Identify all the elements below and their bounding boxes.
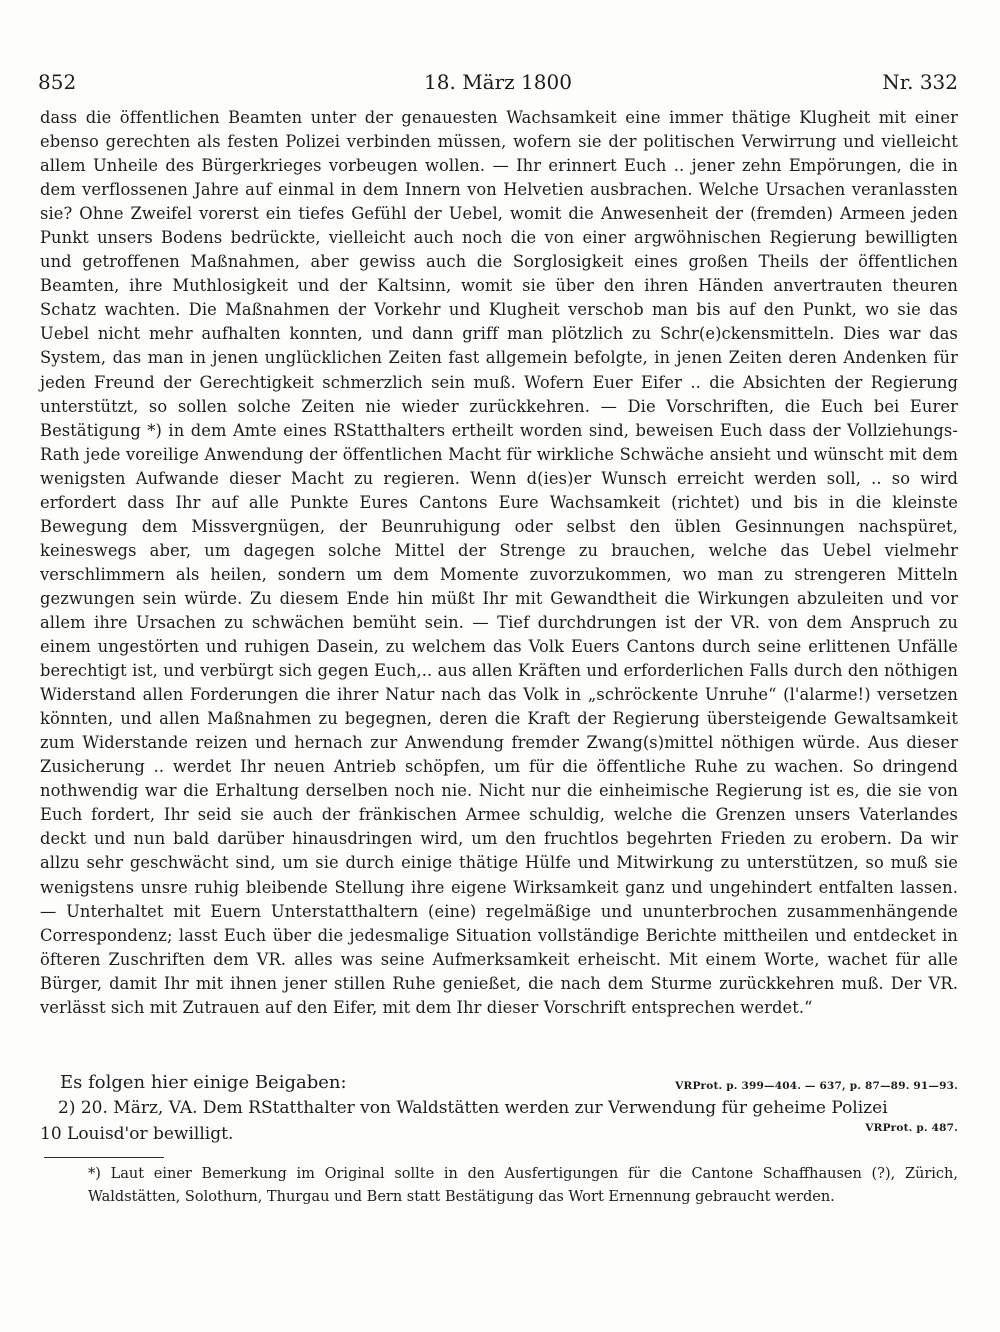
header-date: 18. März 1800 [424, 70, 572, 94]
entry-2-line-1: 2) 20. März, VA. Dem RStatthalter von Waldstätten werden zur Verwendung für geheime Polizei [58, 1098, 888, 1118]
footnote-text: *) Laut einer Bemerkung im Original sollte in den Ausfertigungen für die Cantone Schaffhausen (?), Zürich, Waldstätten, Solothurn, Thurgau und Bern statt Bestätigung das Wort Ernennung gebraucht werden. [88, 1166, 958, 1205]
footnote [40, 1163, 958, 1209]
follows-heading: Es folgen hier einige Beigaben: [60, 1072, 347, 1093]
entry-2-line-2: 10 Louisd'or bewilligt. [40, 1124, 234, 1144]
entry-2 [40, 1095, 958, 1147]
page-header [38, 70, 958, 100]
protocol-reference: VRProt. p. 399—404. — 637, p. 87—89. 91—93. [675, 1080, 958, 1092]
document-number: Nr. 332 [882, 70, 958, 94]
page-number: 852 [38, 70, 77, 94]
protocol-reference-2: VRProt. p. 487. [865, 1122, 958, 1134]
main-text-block [40, 106, 958, 1020]
footnote-divider [44, 1157, 164, 1158]
main-paragraph: dass die öffentlichen Beamten unter der genauesten Wachsamkeit eine immer thätige Klugheit mit einer ebenso gerechten als festen Polizei verbinden müssen, wofern sie der politischen Verwirrung und vielleicht allem Unheile des Bürgerkrieges vorbeugen wollen. — Ihr erinnert Euch .. jener zehn Empörungen, die in dem verflossenen Jahre auf einmal in dem Innern von Helvetien ausbrachen. Welche Ursachen veranlassten sie? Ohne Zweifel vorerst ein tiefes Gefühl der Uebel, womit die Anwesenheit der (fremden) Armeen jeden Punkt unsers Bodens bedrückte, vielleicht auch noch die von einer argwöhnischen Regierung bewilligten und getroffenen Maßnahmen, aber gewiss auch die Sorglosigkeit eines großen Theils der öffentlichen Beamten, ihre Muthlosigkeit und der Kaltsinn, womit sie über den ihren Händen anvertrauten theuren Schatz wachten. Die Maßnahmen der Vorkehr und Klugheit verschob man bis auf den Punkt, wo sie das Uebel nicht mehr aufhalten konnten, und dann griff man plötzlich zu Schr(e)ckensmitteln. Dies war das System, das man in jenen unglücklichen Zeiten fast allgemein befolgte, in jenen Zeiten deren Andenken für jeden Freund der Gerechtigkeit schmerzlich sein muß. Wofern Euer Eifer .. die Absichten der Regierung unterstützt, so sollen solche Zeiten nie wieder zurückkehren. — Die Vorschriften, die Euch bei Eurer Bestätigung *) in dem Amte eines RStatthalters ertheilt worden sind, beweisen Euch dass der Vollziehungs-Rath jede voreilige Anwendung der öffentlichen Macht für wirkliche Schwäche ansieht und wünscht mit dem wenigsten Aufwande dieser Macht zu regieren. Wenn d(ies)er Wunsch erreicht werden soll, .. so wird erfordert dass Ihr auf alle Punkte Eures Cantons Eure Wachsamkeit (richtet) und bis in die kleinste Bewegung dem Missvergnügen, der Beunruhigung oder selbst den üblen Gesinnungen nachspüret, keineswegs aber, um dagegen solche Mittel der Strenge zu brauchen, welche das Uebel vielmehr verschlimmern als heilen, sondern um dem Momente zuvorzukommen, wo man zu strengeren Mitteln gezwungen sein würde. Zu diesem Ende hin müßt Ihr mit Gewandtheit die Wirkungen abzuleiten und vor allem ihre Ursachen zu schwächen bemüht sein. — Tief durchdrungen ist der VR. von dem Anspruch zu einem ungestörten und ruhigen Dasein, zu welchem das Volk Euers Cantons durch seine erlittenen Unfälle berechtigt ist, und verbürgt sich gegen Euch,.. aus allen Kräften und erforderlichen Falls durch den nöthigen Widerstand allen Forderungen die ihrer Natur nach das Volk in „schröckente Unruhe“ (l'alarme!) versetzen könnten, und allen Maßnahmen zu begegnen, deren die Kraft der Regierung übersteigende Gewaltsamkeit zum Widerstande reizen und hernach zur Anwendung fremder Zwang(s)mittel nöthigen würde. Aus dieser Zusicherung .. werdet Ihr neuen Antrieb schöpfen, um für die öffentliche Ruhe zu wachen. So dringend nothwendig war die Erhaltung derselben noch nie. Nicht nur die einheimische Regierung ist es, die sie von Euch fordert, Ihr seid sie auch der fränkischen Armee schuldig, welche die Grenzen unsers Vaterlandes deckt und nun bald darüber hinausdringen wird, um den fruchtlos begehrten Frieden zu erobern. Da wir allzu sehr geschwächt sind, um sie durch einige thätige Hülfe und Mitwirkung zu unterstützen, so muß sie wenigstens unsre ruhig bleibende Stellung ihre eigene Wirksamkeit ganz und ungehindert entfalten lassen. — Unterhaltet mit Euern Unterstatthaltern (eine) regelmäßige und ununterbrochen zusammenhängende Correspondenz; lasst Euch über die jedesmalige Situation vollständige Berichte mittheilen und entdecket in öfteren Zuschriften dem VR. alles was seine Aufmerksamkeit erheischt. Mit einem Worte, wachet für alle Bürger, damit Ihr mit ihnen jener stillen Ruhe genießet, die nach dem Sturme zurückkehren muß. Der VR. verlässt sich mit Zutrauen auf den Eifer, mit dem Ihr dieser Vorschrift entsprechen werdet.“ [40, 108, 958, 1017]
